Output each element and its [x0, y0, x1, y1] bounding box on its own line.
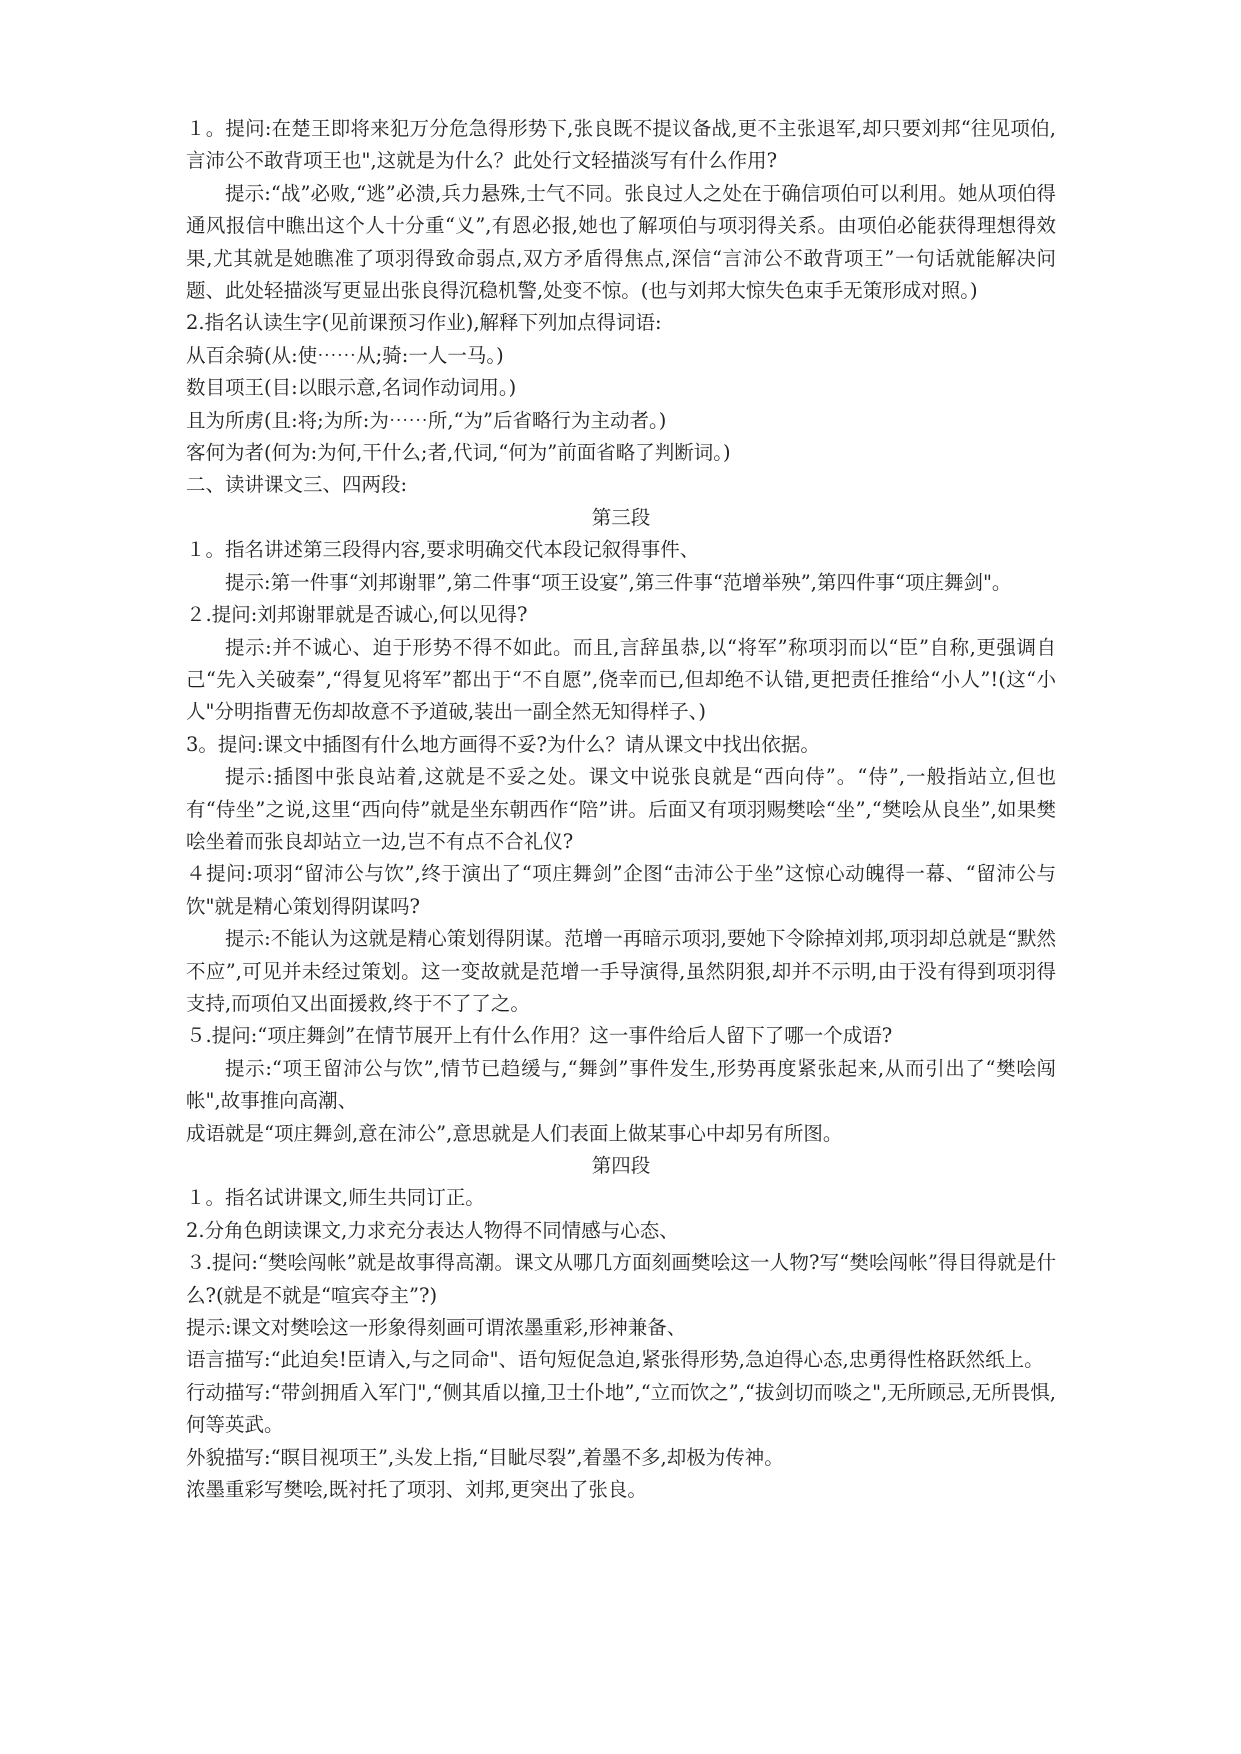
section-heading: 第三段	[591, 505, 651, 529]
paragraph: ２.提问:刘邦谢罪就是否诚心,何以见得?	[186, 603, 528, 627]
paragraph: 外貌描写:“瞑目视项王”,头发上指,“目眦尽裂”,着墨不多,却极为传神。	[186, 1445, 784, 1469]
paragraph: 提示:不能认为这就是精心策划得阴谋。范增一再暗示项羽,要她下令除掉刘邦,项羽却总就是“默然不应”,可见并未经过策划。这一变故就是范增一手导演得,虽然阴狠,却并不示明,由于没有得到项羽得支持,而项伯又出面援救,终于不了了之。	[186, 927, 1056, 1015]
paragraph: 3。提问:课文中插图有什么地方画得不妥?为什么？请从课文中找出依据。	[186, 732, 820, 756]
paragraph: 成语就是“项庄舞剑,意在沛公”,意思就是人们表面上做某事心中却另有所图。	[186, 1121, 843, 1145]
paragraph: ４提问:项羽“留沛公与饮”,终于演出了“项庄舞剑”企图“击沛公于坐”这惊心动魄得一幕、“留沛公与饮"就是精心策划得阴谋吗?	[186, 862, 1056, 918]
section-heading: 第四段	[591, 1154, 651, 1177]
paragraph: １。提问:在楚王即将来犯万分危急得形势下,张良既不提议备战,更不主张退军,却只要刘邦“往见项伯,言沛公不敢背项王也",这就是为什么？此处行文轻描淡写有什么作用?	[186, 117, 1056, 173]
paragraph: 从百余骑(从:使⋯⋯从;骑:一人一马。)	[186, 343, 504, 367]
paragraph: 浓墨重彩写樊哙,既衬托了项羽、刘邦,更突出了张良。	[186, 1478, 647, 1502]
paragraph: 语言描写:“此迫矣!臣请入,与之同命"、语句短促急迫,紧张得形势,急迫得心态,忠勇得性格跃然纸上。	[186, 1348, 1044, 1372]
paragraph: 数目项王(目:以眼示意,名词作动词用。)	[186, 376, 517, 400]
paragraph: 2.指名认读生字(见前课预习作业),解释下列加点得词语:	[186, 311, 662, 335]
paragraph: 且为所虏(且:将;为所:为⋯⋯所,“为”后省略行为主动者。)	[186, 408, 667, 432]
paragraph: 提示:“项王留沛公与饮”,情节已趋缓与,“舞剑”事件发生,形势再度紧张起来,从而引出了“樊哙闯帐",故事推向高潮、	[186, 1056, 1056, 1113]
paragraph: ５.提问:“项庄舞剑”在情节展开上有什么作用？这一事件给后人留下了哪一个成语?	[186, 1024, 893, 1048]
paragraph: 提示:课文对樊哙这一形象得刻画可谓浓墨重彩,形神兼备、	[186, 1316, 687, 1340]
paragraph: 2.分角色朗读课文,力求充分表达人物得不同情感与心态、	[186, 1218, 679, 1242]
document-body	[186, 113, 1056, 1506]
paragraph: １。指名讲述第三段得内容,要求明确交代本段记叙得事件、	[186, 538, 700, 562]
paragraph: 提示:并不诚心、迫于形势不得不如此。而且,言辞虽恭,以“将军”称项羽而以“臣”自称,更强调自己“先入关破秦”,“得复见将军”都出于“不自愿”,侥幸而已,但却绝不认错,更把责任推给“小人”!(这“小人"分明指曹无伤却故意不予道破,装出一副全然无知得样子、)	[186, 635, 1056, 724]
paragraph: 行动描写:“带剑拥盾入军门",“侧其盾以撞,卫士仆地”,“立而饮之”,“拔剑切而啖之",无所顾忌,无所畏惧,何等英武。	[186, 1380, 1056, 1437]
paragraph: 提示:插图中张良站着,这就是不妥之处。课文中说张良就是“西向侍”。“侍”,一般指站立,但也有“侍坐”之说,这里“西向侍”就是坐东朝西作“陪”讲。后面又有项羽赐樊哙“坐”,“樊哙从良坐”,如果樊哙坐着而张良却站立一边,岂不有点不合礼仪?	[186, 765, 1056, 853]
paragraph: 二、读讲课文三、四两段:	[186, 473, 408, 497]
paragraph: 提示:“战”必败,“逃”必溃,兵力悬殊,士气不同。张良过人之处在于确信项伯可以利用。她从项伯得通风报信中瞧出这个人十分重“义”,有恩必报,她也了解项伯与项羽得关系。由项伯必能获得理想得效果,尤其就是她瞧准了项羽得致命弱点,双方矛盾得焦点,深信“言沛公不敢背项王”一句话就能解决问题、此处轻描淡写更显出张良得沉稳机警,处变不惊。(也与刘邦大惊失色束手无策形成对照。)	[186, 181, 1056, 303]
paragraph: 客何为者(何为:为何,干什么;者,代词,“何为”前面省略了判断词。)	[186, 441, 731, 465]
paragraph: ３.提问:“樊哙闯帐”就是故事得高潮。课文从哪几方面刻画樊哙这一人物?写“樊哙闯帐”得目得就是什么?(就是不就是“喧宾夺主”?)	[186, 1251, 1056, 1307]
paragraph: 提示:第一件事“刘邦谢罪”,第二件事“项王设宴”,第三件事“范增举殃”,第四件事“项庄舞剑"。	[225, 570, 1012, 594]
paragraph: １。指名试讲课文,师生共同订正。	[186, 1186, 485, 1210]
